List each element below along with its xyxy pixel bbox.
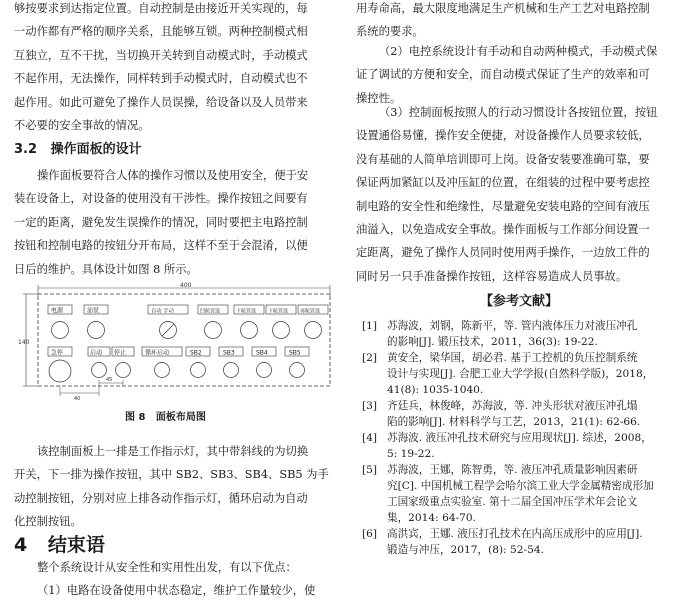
text-line: 制电路的安全性和绝缘性，尽量避免安装电路的空间有液压 <box>356 199 650 213</box>
reference-item <box>362 430 690 464</box>
reference-text <box>387 526 690 558</box>
text-line: 整个系统设计从安全性和实用性出发，有以下优点： <box>37 561 297 574</box>
reference-line: 集，2014: 64-70. <box>387 512 476 524</box>
text-line: （1）电路在设备使用中状态稳定，维护工作量较少，使 <box>37 584 316 598</box>
text-line: 同时另一只手准备操作按钮，这样容易造成人员事故。 <box>356 269 628 283</box>
reference-text <box>387 462 690 526</box>
reference-line: 设计与实现[J]. 合肥工业大学学报(自然科学版)，2018， <box>387 368 654 380</box>
label-emergency-stop: 急停 <box>51 349 64 357</box>
indicator-lamp-icon <box>305 322 322 339</box>
reference-number: [2] <box>362 352 378 364</box>
reference-line: 工国家级重点实验室. 第十二届全国冲压学术年会论文 <box>387 496 638 508</box>
text-line: 该控制面板上一排是工作指示灯，其中带斜线的为切换 <box>37 445 309 458</box>
emergency-stop-button-icon <box>49 360 71 382</box>
text-line: 一定的距离，避免发生误操作的情况，同时要把主电路控制 <box>14 215 308 229</box>
label-start: 启动 <box>90 349 103 357</box>
paragraph-advantage-2 <box>356 40 684 110</box>
reference-number: [4] <box>362 432 378 444</box>
text-line: 操作面板要符合人体的操作习惯以及使用安全，便于安 <box>37 169 309 182</box>
paragraph-panel-design <box>14 164 336 281</box>
sb2-button-icon <box>191 363 206 378</box>
paragraph-conclusion <box>14 556 336 603</box>
reference-line: 苏海波. 液压冲孔技术研究与应用现状[J]. 综述，2008， <box>387 432 652 444</box>
reference-text <box>387 350 690 398</box>
text-line: 没有基础的人简单培训即可上岗。设备安装要准确可靠，要 <box>356 152 650 166</box>
text-line: 开关，下一排为操作按钮，其中 SB2、SB3、SB4、SB5 为手 <box>14 468 329 482</box>
height-dimension-label: 140 <box>18 339 30 346</box>
paragraph-advantage-3 <box>356 101 684 288</box>
reference-line: 苏海波，刘钢，陈新平，等. 管内液体压力对液压冲孔 <box>387 320 638 332</box>
label-stop: 停止 <box>114 349 127 357</box>
indicator-lamp-icon <box>241 322 258 339</box>
top-row-lamps <box>52 322 322 339</box>
text-line: 设置通俗易懂，操作安全便捷，对设备操作人员要求较低， <box>356 129 650 143</box>
reference-line: 陷的影响[J]. 材料科学与工艺，2013，21(1): 62-66. <box>387 416 641 428</box>
dimension-45-label: 45 <box>106 377 113 383</box>
stop-button-icon <box>116 363 131 378</box>
reference-number: [1] <box>362 320 378 332</box>
figure-8-caption: 图 8 面板布局图 <box>125 412 206 423</box>
reference-number: [5] <box>362 464 378 476</box>
text-line: 系统的要求。 <box>356 25 424 39</box>
section-title: 结束语 <box>47 534 105 556</box>
indicator-lamp-icon <box>273 322 290 339</box>
label-indicator-4: 再航管选 <box>300 308 321 315</box>
text-line: 用寿命高，最大限度地满足生产机械和生产工艺对电路控制 <box>356 2 650 15</box>
text-line: 动控制按钮，分别对应上排各动作指示灯，循环启动为自动 <box>14 491 308 505</box>
section-3-2-heading: 3.2 操作面板的设计 <box>14 142 142 157</box>
power-lamp-icon <box>52 322 69 339</box>
label-indicator-1: 凹航管选 <box>200 308 221 315</box>
paragraph-advantage-1-cont <box>356 0 684 44</box>
section-4-heading <box>14 530 105 557</box>
bottom-row-labels <box>48 347 309 357</box>
reference-item <box>362 350 690 400</box>
indicator-lamp-icon <box>205 322 222 339</box>
sb5-button-icon <box>290 363 305 378</box>
label-sb5: SB5 <box>289 349 301 357</box>
switch-slash <box>162 324 174 336</box>
reference-item <box>362 398 690 432</box>
panel-layout-drawing <box>14 282 336 404</box>
text-line: 保证两加紧缸以及冲压缸的位置，在组装的过程中要考虑控 <box>356 176 650 190</box>
text-line: （3）控制面板按照人的行动习惯设计各按钮位置，按钮 <box>379 106 658 119</box>
bottom-row-buttons <box>49 360 305 382</box>
reference-line: 5: 19-22. <box>387 448 435 460</box>
reference-text <box>387 398 690 430</box>
start-button-icon <box>92 363 107 378</box>
reference-line: 41(8): 1035-1040. <box>387 384 484 396</box>
text-line: 起作用。如此可避免了操作人员误操，给设备以及人员带来 <box>14 95 308 109</box>
reference-line: 黄安全，梁华国，胡必君. 基于工控机的负压控制系统 <box>387 352 638 364</box>
label-sb4: SB4 <box>256 349 268 357</box>
reference-text <box>387 318 690 350</box>
reference-text <box>387 430 690 462</box>
text-line: 油溢入，以免造成安全事故。操作面板与工作部分间设置一 <box>356 223 650 237</box>
text-line: 证了调试的方便和安全，而自动模式保证了生产的效率和可 <box>356 68 650 82</box>
dimension-bottom-label: 40 <box>74 396 81 402</box>
reference-item <box>362 526 690 560</box>
paragraph-panel-explanation <box>14 440 336 534</box>
text-line: 互独立，互不干扰，当切换开关转到自动模式时，手动模式 <box>14 48 308 62</box>
oil-pump-lamp-icon <box>88 322 105 339</box>
reference-line: 苏海波，王娜，陈智勇，等. 液压冲孔质量影响因素研 <box>387 464 638 476</box>
label-sb3: SB3 <box>223 349 235 357</box>
text-line: 日后的维护。具体设计如图 8 所示。 <box>14 262 198 276</box>
text-line: 够按要求到达指定位置。自动控制是由接近开关实现的，每 <box>14 2 308 15</box>
reference-number: [3] <box>362 400 378 412</box>
text-line: 一动作都有严格的顺序关系，且能够互锁。两种控制模式相 <box>14 25 308 39</box>
reference-item <box>362 318 690 352</box>
text-line: 操控性。 <box>356 91 402 105</box>
reference-line: 的影响[J]. 锻压技术，2011，36(3): 19-22. <box>387 336 598 348</box>
label-sb2: SB2 <box>190 349 202 357</box>
label-cycle-start: 循环启动 <box>145 349 170 357</box>
text-line: 不必要的安全事故的情况。 <box>14 119 150 133</box>
text-line: 装在设备上，对设备的使用没有干涉性。操作按钮之间要有 <box>14 192 308 206</box>
reference-item <box>362 462 690 528</box>
label-indicator-3: 下航管选 <box>268 308 289 315</box>
figure-8-panel-layout <box>14 282 336 408</box>
label-power: 电源 <box>51 307 64 315</box>
reference-line: 高洪宾，王娜. 液压打孔技术在内高压成形中的应用[J]. <box>387 528 643 540</box>
top-row-labels <box>48 305 328 315</box>
text-line: 按钮和控制电路的按钮分开布局，这样不至于会混淆，以便 <box>14 239 308 253</box>
label-oil-pump: 油泵 <box>87 307 100 315</box>
reference-line: 锻造与冲压，2017，(8): 52-54. <box>387 544 544 556</box>
text-line: （2）电控系统设计有手动和自动两种模式，手动模式保 <box>379 45 658 58</box>
reference-line: 齐廷兵，林俊峰，苏海波，等. 冲头形状对液压冲孔塌 <box>387 400 638 412</box>
reference-number: [6] <box>362 528 378 540</box>
sb4-button-icon <box>257 363 272 378</box>
label-indicator-2: 下航管选 <box>236 308 257 315</box>
reference-line: 究[C]. 中国机械工程学会哈尔滨工业大学金属精密成形加 <box>387 480 654 492</box>
paragraph-control-modes <box>14 0 336 137</box>
text-line: 化控制按钮。 <box>14 515 82 529</box>
cycle-start-button-icon <box>155 363 170 378</box>
sb3-button-icon <box>224 363 239 378</box>
text-line: 不起作用，无法操作，同样转到手动模式时，自动模式也不 <box>14 72 308 86</box>
text-line: 定距离，避免了操作人员同时使用两手操作，一边放工件的 <box>356 246 650 260</box>
label-auto-manual: 自动 手动 <box>151 308 174 315</box>
width-dimension-label: 400 <box>180 282 192 289</box>
section-number: 4 <box>14 534 28 556</box>
references-heading: 【参考文献】 <box>480 294 559 309</box>
